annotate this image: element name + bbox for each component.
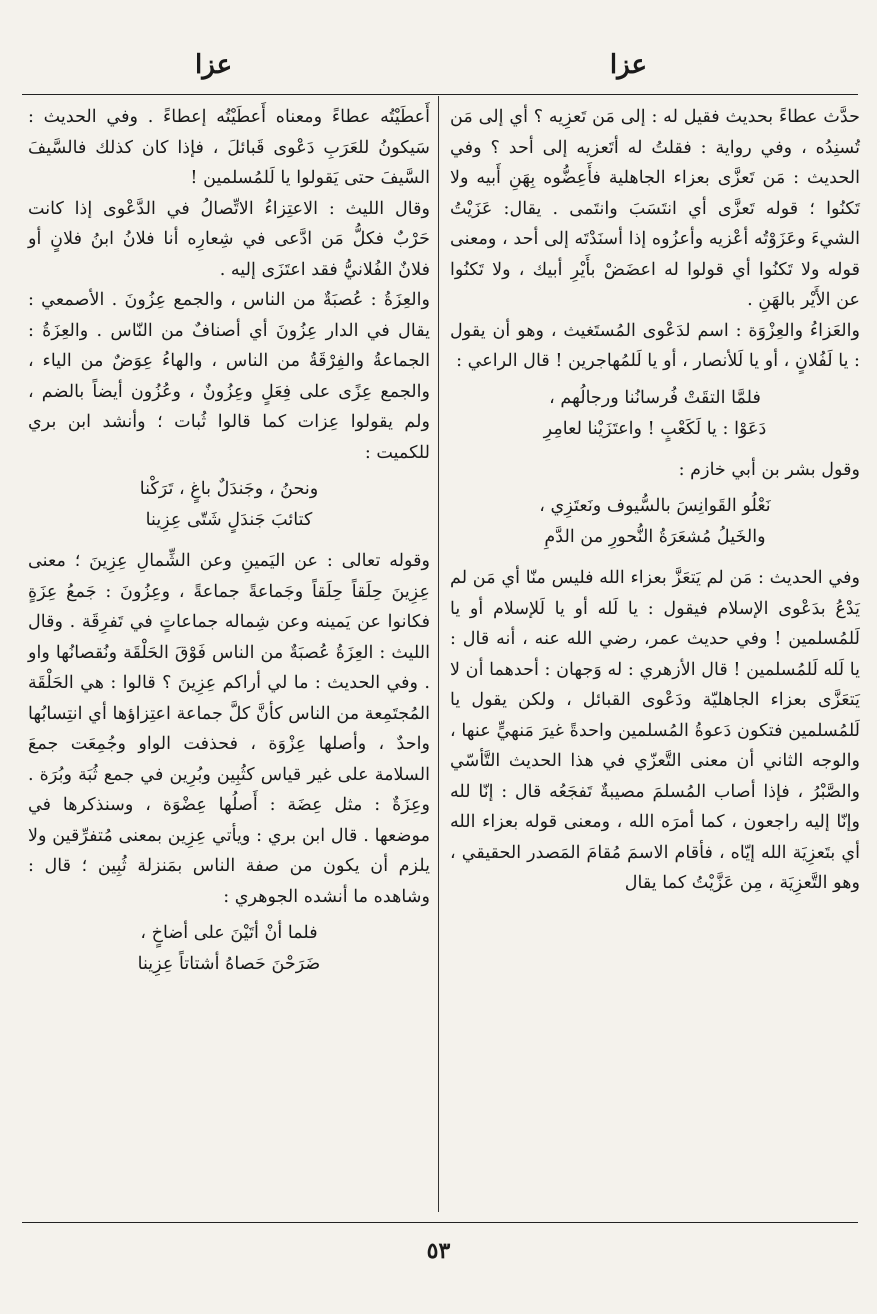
- right-verse-2: [450, 491, 860, 553]
- bottom-rule: [22, 1222, 858, 1223]
- left-paragraph-1: أَعطَيْتُه عطاءً ومعناه أَعطَيْتُه إعطاءً . وفي الحديث : سَيكونُ للعَرَبِ دَعْوى قَبائلَ ، فإذا كان كذلك فالسَّيفَ السَّيفَ حتى يَقولوا يا لَلمُسلمين !: [28, 107, 430, 188]
- verse-line: كتائبَ جَندَلٍ شَتّى عِزِينا: [145, 510, 313, 530]
- verse-line: نَعْلُو القَوانِسَ بالسُّيوف ونَعتَزِي ،: [539, 496, 771, 516]
- page-number: ٥٣: [426, 1238, 451, 1264]
- left-column: [28, 102, 430, 990]
- verse-line: ضَرَحْنَ حَصاهُ أشتاتاً عِزِينا: [137, 954, 321, 974]
- right-paragraph-3: وقول بشر بن أبي خازم :: [678, 459, 860, 480]
- header-word-right: عزا: [609, 50, 647, 80]
- left-verse-1: [28, 474, 430, 536]
- right-paragraph-1: حدَّث عطاءً بحديث فقيل له : إلى مَن تَعزِيه ؟ أي إلى مَن تُسنِدُه ، وفي رواية : فقلتُ له أتَعزيه إلى أحد ؟ وفي الحديث : مَن تَعزَّى بعزاء الجاهلية فأَعِضُّوه بِهَنِ أَبيه ولا تَكنُوا ؛ قوله تَعزَّى أي انتَسَبَ وانتَمى . يقال: عَزَيْتُ الشيءَ وعَزَوْتُه أعْزيه وأعزُوه إذا أسنَدْتَه إلى أحد ، ومعنى قوله ولا تَكنُوا أي قولوا له اعضَضْ بأَيْرِ أبيك ، ولا تَكنُوا عن الأَيْر بالهَنِ .: [450, 107, 860, 310]
- verse-line: فلمَّا التقَتْ فُرسانُنا ورجالُهم ،: [549, 387, 761, 408]
- column-divider: [438, 96, 439, 1212]
- top-rule: [22, 94, 858, 95]
- right-verse-1: [450, 383, 860, 445]
- left-paragraph-4: وقوله تعالى : عن اليَمينِ وعن الشِّمالِ عِزِينَ ؛ معنى عِزِينَ حِلَقاً حِلَقاً وجَماعةً جماعةً ، وعِزُونَ : جَمعُ عِزَةٍ فكانوا عن يَمينه وعن شِماله جماعاتٍ في تَفرِقَة . وقال الليث : العِزَةُ عُصبَةٌ من الناس فَوْقَ الحَلْقَة ونُقصانُها واو . وفي الحديث : ما لي أراكم عِزِينَ ؟ قالوا : هي الحَلْقَة المُجتَمِعة من الناس كأنَّ كلَّ جماعة اعتِزاؤها أي انتِسابُها واحدٌ ، وأصلها عِزْوَة ، فحذفت الواو وجُمِعَت جمعَ السلامة على غير قياس كثُبِين وبُرِين في جمع ثُبَة وبُرَة . وعِزَةٌ : مثل عِضَة : أَصلُها عِضْوَة ، وسنذكرها في موضعها . قال ابن بري : ويأتي عِزِين بمعنى مُتفرِّقين ولا يلزم أن يكون من صفة الناس بمَنزلة ثُبِين ؛ قال : وشاهده ما أنشده الجوهري :: [28, 551, 430, 907]
- verse-line: ونحنُ ، وجَندَلٌ باغٍ ، تَرَكْنا: [139, 479, 319, 499]
- right-paragraph-4: وفي الحديث : مَن لم يَتعَزَّ بعزاء الله فليس منّا أي مَن لم يَدْعُ بدَعْوى الإسلام فيقول : يا لَله أو يا لَلإسلام أو يا لَلمُسلمين ! وفي حديث عمر، رضي الله عنه ، أنه قال : يا لَله لَلمُسلمين ! قال الأزهري : له وَجهان : أحدهما أن لا يَتعَزَّى بعزاء الجاهليّة ودَعْوى القبائل ، ولكن يقول يا لَلمُسلمين فتكون دَعوةُ المُسلمين واحدةً غيرَ مَنهيٍّ عنها ، والوجه الثاني أن معنى التَّعزّي في هذا الحديث التَّأسّي والصَّبْرُ ، فإذا أصاب المُسلمَ مصيبةٌ تَفجَعُه قال : إنّا لله وإنّا إليه راجعون ، كما أمرَه الله ، ومعنى قوله بعزاء الله أي بتَعزِيَة الله إيّاه ، فأقام الاسمَ مُقامَ المَصدر الحقيقي ، وهو التَّعزِيَة ، مِن عَزَّيْتُ كما يقال: [450, 568, 860, 893]
- left-paragraph-2: وقال الليث : الاعتِزاءُ الاتِّصالُ في الدَّعْوى إذا كانت حَرْبٌ فكلُّ مَن ادَّعى في شِعارِه أنا فلانُ ابنُ فلانٍ أو فلانٌ الفُلانيُّ فقد اعتَزَى إليه .: [28, 198, 430, 280]
- header-word-left: عزا: [195, 50, 233, 80]
- verse-line: والخَيلُ مُشعَرَةُ النُّحورِ من الدَّمِ: [544, 527, 766, 547]
- right-column: [450, 102, 860, 899]
- verse-line: دَعَوْا : يا لَكَعْبٍ ! واعتَزَيْنا لعامِرِ: [543, 418, 767, 439]
- verse-line: فلما أنْ أتَيْنَ على أضاخٍ ،: [140, 923, 318, 943]
- right-paragraph-2: والعَزاءُ والعِزْوَة : اسم لدَعْوى المُستَغيث ، وهو أن يقول : يا لَفُلانٍ ، أو يا لَلأنصار ، أو يا لَلمُهاجرين ! قال الراعي :: [450, 320, 860, 371]
- page-header: [0, 50, 877, 90]
- left-verse-2: [28, 918, 430, 980]
- left-paragraph-3: والعِزَةُ : عُصبَةٌ من الناس ، والجمع عِزُونَ . الأصمعي : يقال في الدار عِزُونَ أي أصنافٌ من النّاس . والعِزَةُ : الجماعةُ والفِرْقَةُ من الناس ، والهاءُ عِوَضٌ من الياء ، والجمع عِزًى على فِعَلٍ وعِزُونٌ ، وعُزُون أيضاً بالضم ، ولم يقولوا عِزات كما قالوا ثُبات ؛ وأنشد ابن بري للكميت :: [28, 290, 430, 463]
